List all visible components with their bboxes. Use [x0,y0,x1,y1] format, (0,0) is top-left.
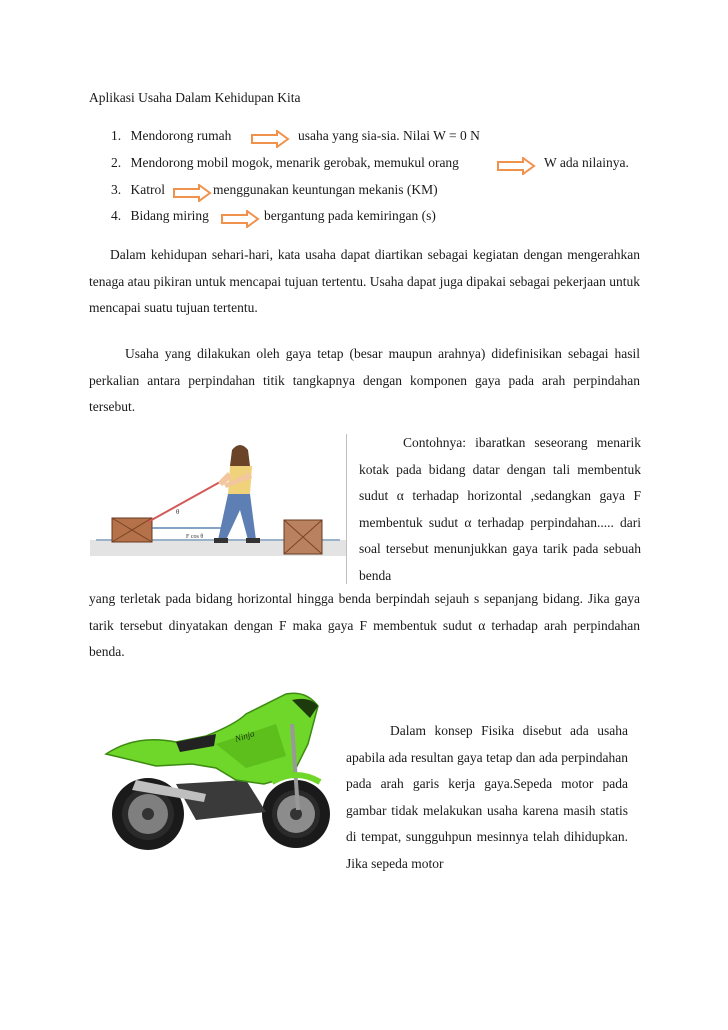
list-item-3 [111,182,165,198]
paragraph-3: yang terletak pada bidang horizontal hingga benda berpindah sejauh s sepanjang bidang. Jika gaya tarik tersebut dinyatakan dengan F maka gaya F membentuk sudut α terhadap arah perpindahan benda. [89,591,640,659]
arrow-right-icon [220,210,260,228]
side-paragraph-2: Dalam konsep Fisika disebut ada usaha apabila ada resultan gaya tetap dan ada perpindahan pada arah garis kerja gaya.Sepeda motor pada gambar tidak melakukan usaha karena masih statis di tempat, sungguhpun mesinnya telah dihidupkan. Jika sepeda motor [346,723,628,871]
list-left-text: Bidang miring [130,208,209,223]
list-left-text: Mendorong rumah [130,128,232,143]
list-num: 1. [111,128,122,143]
list-right-text: usaha yang sia-sia. Nilai W = 0 N [298,128,480,143]
side-paragraph-1: Contohnya: ibaratkan seseorang menarik kotak pada bidang datar dengan tali membentuk sudut α terhadap horizontal ,sedangkan gaya F membentuk sudut α terhadap perpindahan..... dari soal tersebut menunjukkan gaya tarik pada sebuah benda [359,435,641,583]
angle-label: θ [176,508,180,516]
list-num: 2. [111,155,122,170]
person [214,445,260,543]
rope [148,482,220,522]
list-right-text: menggunakan keuntungan mekanis (KM) [213,182,438,197]
arrow-right-icon [496,157,536,175]
box-left [112,518,152,542]
figure-pulling-box [90,432,350,560]
box-right [284,520,322,554]
arrow-right-icon [172,184,212,202]
list-right-text: W ada nilainya. [544,155,629,170]
bike-logo: Ninja [233,728,256,744]
list-item-2 [111,155,459,171]
doc-title: Aplikasi Usaha Dalam Kehidupan Kita [89,90,301,105]
column-divider [346,434,347,584]
list-right-text: bergantung pada kemiringan (s) [264,208,436,223]
figure-motorcycle [96,684,346,864]
list-num: 4. [111,208,122,223]
list-item-4 [111,208,209,224]
arrow-right-icon [250,130,290,148]
component-label: F cos θ [186,534,204,540]
paragraph-1: Dalam kehidupan sehari-hari, kata usaha dapat diartikan sebagai kegiatan dengan mengerahkan tenaga atau pikiran untuk mencapai tujuan tertentu. Usaha dapat juga dipakai sebagai pekerjaan untuk mencapai suatu tujuan tertentu. [89,247,640,315]
list-num: 3. [111,182,122,197]
list-left-text: Katrol [130,182,165,197]
paragraph-2: Usaha yang dilakukan oleh gaya tetap (besar maupun arahnya) didefinisikan sebagai hasil perkalian antara perpindahan titik tangkapnya dengan komponen gaya pada arah perpindahan tersebut. [89,346,640,414]
list-left-text: Mendorong mobil mogok, menarik gerobak, memukul orang [130,155,459,170]
list-item-1 [111,128,231,144]
